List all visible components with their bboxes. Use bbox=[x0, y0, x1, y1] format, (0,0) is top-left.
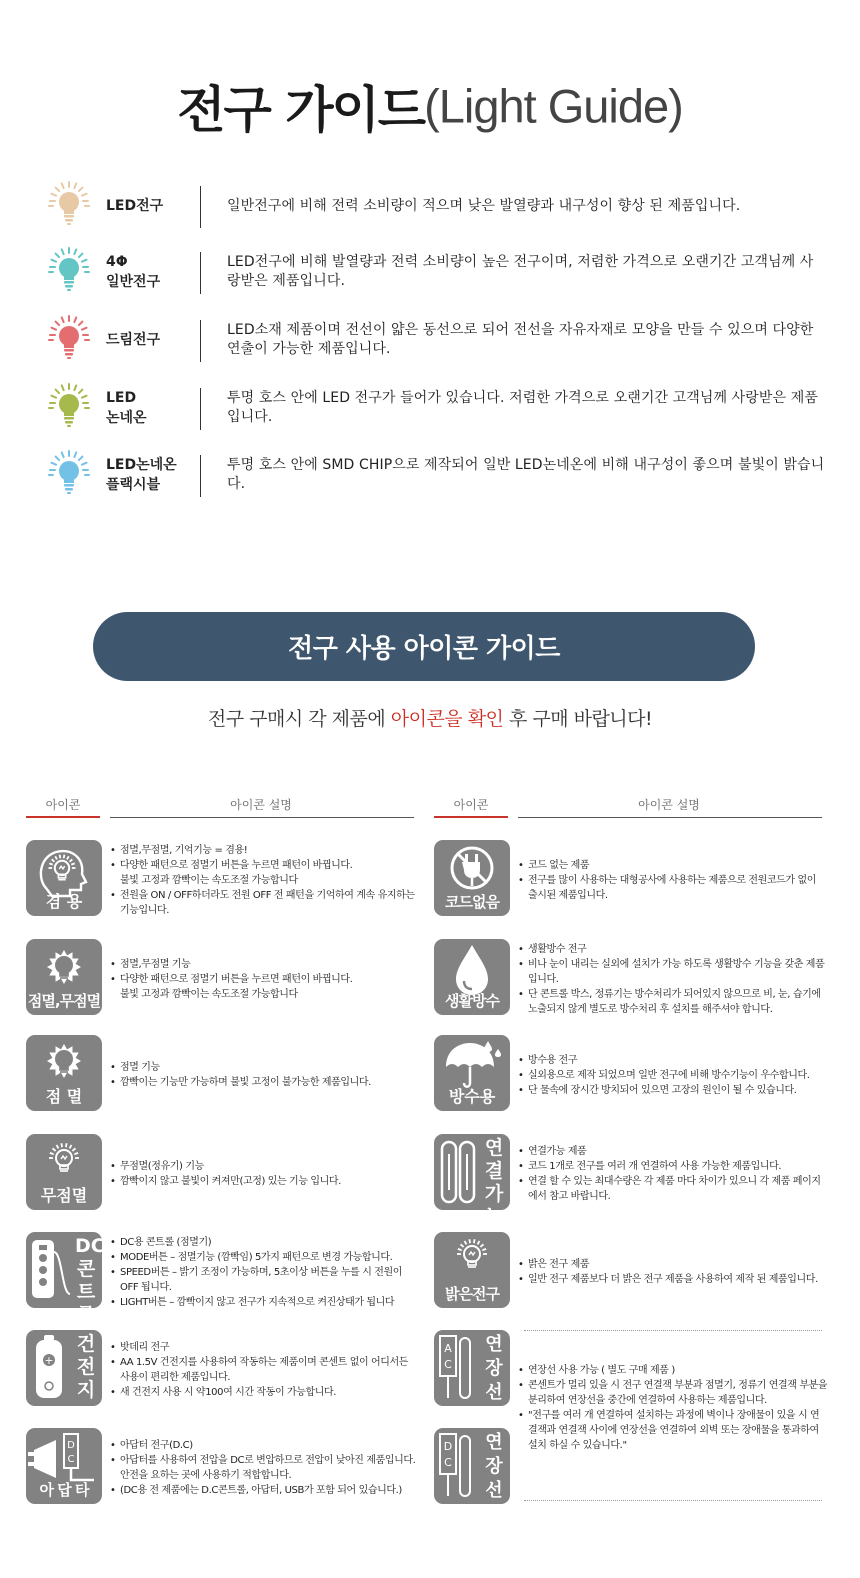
icon-label: 코드없음 bbox=[445, 893, 499, 911]
light-bulb-icon bbox=[44, 384, 94, 430]
col-header-icon: 아이콘 bbox=[45, 798, 81, 812]
notice-text-end: 후 구매 바랍니다! bbox=[503, 708, 653, 730]
description-bullet: • 단 콘트롤 박스, 정류기는 방수처리가 되어있지 않으므로 비, 눈, 습기에 노출되지 않게 별도로 방수처리 후 설치를 해주셔야 합니다. bbox=[518, 987, 828, 1017]
icon-description-list bbox=[518, 1035, 828, 1115]
description-bullet: 불빛 고정과 깜빡이는 속도조절 가능합니다 bbox=[120, 988, 298, 1000]
icon-description-list bbox=[110, 1035, 420, 1115]
header-underline bbox=[26, 816, 100, 818]
description-bullet: • 아답터 전구(D.C) bbox=[110, 1438, 420, 1453]
guide-row bbox=[44, 380, 834, 436]
description-bullet: • 전원을 ON / OFF하더라도 전원 OFF 전 패턴을 기억하여 계속 유지하는 기능입니다. bbox=[110, 888, 420, 918]
non-flash-icon bbox=[26, 1134, 102, 1210]
header-underline bbox=[110, 817, 414, 818]
description-bullet: • 깜빡이는 기능만 가능하며 불빛 고정이 불가능한 제품입니다. bbox=[110, 1075, 420, 1090]
icon-description-list bbox=[518, 1365, 828, 1451]
icon-description-list bbox=[110, 939, 420, 1019]
guide-description: 일반전구에 비해 전력 소비량이 적으며 낮은 발열량과 내구성이 향상 된 제품입니다. bbox=[227, 197, 741, 214]
icon-description-list bbox=[518, 840, 828, 920]
icon-guide-item bbox=[26, 1428, 424, 1508]
icon-label: 아 답 타 bbox=[39, 1481, 89, 1499]
description-bullet: • 점멸 기능 bbox=[110, 1060, 420, 1075]
icon-guide-item bbox=[26, 1330, 424, 1410]
header-underline bbox=[434, 816, 508, 818]
col-header-icon: 아이콘 bbox=[453, 798, 489, 812]
guide-divider bbox=[200, 388, 201, 430]
icon-guide-banner: 전구 사용 아이콘 가이드 bbox=[93, 612, 755, 681]
dc-controller-icon bbox=[26, 1232, 105, 1326]
guide-name bbox=[106, 380, 226, 436]
guide-divider bbox=[200, 320, 201, 362]
guide-name-line: LED bbox=[106, 390, 137, 406]
guide-divider bbox=[200, 455, 201, 497]
header-underline bbox=[518, 817, 822, 818]
icon-description-list bbox=[110, 840, 420, 920]
flash-icon bbox=[26, 1035, 102, 1111]
guide-row bbox=[44, 244, 834, 300]
icon-label: 겸 용 bbox=[45, 892, 83, 911]
description-bullet: • 무점멸(정유기) 기능 bbox=[110, 1159, 420, 1174]
description-bullet: • 연장선 사용 가능 ( 별도 구매 제품 ) bbox=[518, 1363, 828, 1378]
notice-text: 전구 구매시 각 제품에 bbox=[207, 708, 391, 730]
description-bullet: • 다양한 패턴으로 점멸기 버튼을 누르면 패턴이 바뀝니다. bbox=[110, 858, 420, 873]
icon-label: 방수용 bbox=[448, 1087, 496, 1106]
icon-label: 연장선 bbox=[485, 1334, 503, 1403]
svg-text:A: A bbox=[444, 1342, 452, 1355]
guide-description: LED소재 제품이며 전선이 얇은 동선으로 되어 전선을 자유자재로 모양을 만들 수 있으며 다양한 연출이 가능한 제품입니다. bbox=[227, 322, 814, 357]
light-bulb-icon bbox=[44, 182, 94, 228]
icon-description-list bbox=[110, 1134, 420, 1214]
battery-icon bbox=[26, 1330, 102, 1406]
guide-name-line: LED논네온 bbox=[106, 457, 177, 473]
guide-name-line: 플랙시블 bbox=[106, 477, 161, 493]
icon-description-list bbox=[110, 1232, 420, 1312]
svg-text:C: C bbox=[444, 1456, 452, 1469]
icon-label: DC 콘트롤 bbox=[75, 1235, 105, 1326]
umbrella-icon bbox=[434, 1035, 510, 1111]
bright-bulb-icon bbox=[434, 1232, 510, 1308]
description-bullet: • "전구를 여러 개 연결하여 설치하는 과정에 벽이나 장애물이 있을 시 연결잭과 연결잭 사이에 연장선을 연결하여 외벽 또는 장애물을 통과하여 설치 하실 수 있습니다." bbox=[518, 1408, 828, 1453]
icon-guide-item bbox=[434, 1232, 832, 1312]
icon-guide-item bbox=[434, 939, 832, 1019]
light-bulb-icon bbox=[44, 451, 94, 497]
icon-description-list bbox=[518, 1232, 828, 1312]
icon-label: 생활방수 bbox=[445, 992, 499, 1010]
col-header-desc: 아이콘 설명 bbox=[638, 798, 700, 812]
description-bullet: • 밧데리 전구 bbox=[110, 1340, 420, 1355]
description-bullet: • (DC용 전 제품에는 D.C콘트롤, 아답터, USB가 포함 되어 있습니다.) bbox=[110, 1483, 420, 1498]
icon-description-list bbox=[518, 939, 828, 1019]
guide-name-line: 드림전구 bbox=[106, 332, 161, 348]
purchase-notice bbox=[0, 704, 860, 731]
guide-name-line: LED전구 bbox=[106, 198, 164, 214]
icon-guide-item bbox=[434, 1035, 832, 1115]
description-bullet: 불빛 고정과 깜빡이는 속도조절 가능합니다 bbox=[120, 874, 298, 886]
extension-item bbox=[434, 1365, 832, 1451]
icon-description-list bbox=[518, 1134, 828, 1214]
svg-text:D: D bbox=[67, 1440, 75, 1451]
guide-description: 투명 호스 안에 LED 전구가 들어가 있습니다. 저렴한 가격으로 오랜기간 고객님께 사랑받은 제품입니다. bbox=[227, 390, 818, 425]
description-bullet: • 연결 할 수 있는 최대수량은 각 제품 마다 차이가 있으니 각 제품 페이지에서 참고 바랍니다. bbox=[518, 1174, 828, 1204]
waterproof-drop-icon bbox=[434, 939, 510, 1015]
light-bulb-icon bbox=[44, 316, 94, 362]
guide-name-line: 논네온 bbox=[106, 410, 147, 426]
description-bullet: • 단 물속에 장시간 방치되어 있으면 고장의 원인이 될 수 있습니다. bbox=[518, 1083, 828, 1098]
description-bullet: • SPEED버튼 – 밝기 조정이 가능하며, 5초이상 버튼을 누를 시 전원이 OFF 됩니다. bbox=[110, 1265, 420, 1295]
description-bullet: • 깜빡이지 않고 불빛이 켜져만(고정) 있는 기능 입니다. bbox=[110, 1174, 420, 1189]
col-header-desc: 아이콘 설명 bbox=[230, 798, 292, 812]
dotted-divider bbox=[524, 1500, 822, 1501]
description-bullet: • 다양한 패턴으로 점멸기 버튼을 누르면 패턴이 바뀝니다. bbox=[110, 972, 420, 987]
icon-label: 점 멸 bbox=[45, 1087, 83, 1106]
page-title bbox=[0, 70, 860, 142]
guide-name bbox=[106, 447, 226, 503]
icon-guide-item bbox=[434, 840, 832, 920]
guide-name bbox=[106, 178, 226, 234]
description-bullet: • 점멸,무점멸, 기억기능 = 겸용! bbox=[110, 843, 420, 858]
description-bullet: • 실외용으로 제작 되었으며 일반 전구에 비해 방수기능이 우수합니다. bbox=[518, 1068, 828, 1083]
connectable-icon bbox=[434, 1134, 510, 1228]
description-bullet: • 전구를 많이 사용하는 대형공사에 사용하는 제품으로 전원코드가 없이 출시된 제품입니다. bbox=[518, 873, 828, 903]
icon-guide-item bbox=[26, 939, 424, 1019]
icon-label: 점멸,무점멸 bbox=[27, 992, 101, 1010]
guide-name bbox=[106, 312, 226, 368]
adapter-icon bbox=[26, 1428, 102, 1504]
icon-guide-item bbox=[26, 840, 424, 920]
description-bullet: • 코드 없는 제품 bbox=[518, 858, 828, 873]
svg-text:+: + bbox=[44, 1354, 54, 1367]
guide-row bbox=[44, 312, 834, 368]
title-korean: 전구 가이드 bbox=[177, 81, 425, 139]
light-bulb-icon bbox=[44, 248, 94, 294]
description-bullet: • 밝은 전구 제품 bbox=[518, 1257, 828, 1272]
description-bullet: • 새 건전지 사용 시 약100여 시간 작동이 가능합니다. bbox=[110, 1385, 420, 1400]
flash-nonflash-icon bbox=[26, 939, 102, 1015]
icon-label: 연결가능 bbox=[484, 1137, 504, 1228]
icon-guide-item bbox=[434, 1134, 832, 1228]
description-bullet: • 비나 눈이 내리는 실외에 설치가 가능 하도록 생활방수 기능을 갖춘 제품 입니다. bbox=[518, 957, 828, 987]
description-bullet: • DC용 콘트롤 (점멸기) bbox=[110, 1235, 420, 1250]
no-cord-icon bbox=[434, 840, 510, 916]
description-bullet: • 방수용 전구 bbox=[518, 1053, 828, 1068]
description-bullet: • 생활방수 전구 bbox=[518, 942, 828, 957]
guide-row bbox=[44, 447, 834, 503]
description-bullet: • 일반 전구 제품보다 더 밝은 전구 제품을 사용하여 제작 된 제품입니다. bbox=[518, 1272, 828, 1287]
description-bullet: • 코드 1개로 전구를 여러 개 연결하여 사용 가능한 제품입니다. bbox=[518, 1159, 828, 1174]
svg-text:C: C bbox=[67, 1454, 75, 1465]
guide-description: LED전구에 비해 발열량과 전력 소비량이 높은 전구이며, 저렴한 가격으로 오랜기간 고객님께 사랑받은 제품입니다. bbox=[227, 254, 814, 289]
dotted-divider bbox=[524, 1330, 822, 1331]
icon-guide-item bbox=[26, 1134, 424, 1214]
icon-label: 밝은전구 bbox=[445, 1285, 499, 1303]
icon-description-list bbox=[110, 1330, 420, 1410]
description-bullet: • MODE버튼 – 점멸기능 (깜빡임) 5가지 패턴으로 변경 가능합니다. bbox=[110, 1250, 420, 1265]
guide-name-line: 4Φ bbox=[106, 254, 128, 270]
icon-label: 무점멸 bbox=[40, 1186, 88, 1205]
guide-divider bbox=[200, 186, 201, 228]
guide-divider bbox=[200, 252, 201, 294]
icon-guide-item bbox=[26, 1232, 424, 1326]
combined-mode-icon bbox=[26, 840, 102, 916]
icon-label: 건전지 bbox=[76, 1333, 96, 1401]
icon-description-list bbox=[110, 1428, 420, 1508]
icon-guide-item bbox=[26, 1035, 424, 1115]
description-bullet: • 점멸,무점멸 기능 bbox=[110, 957, 420, 972]
description-bullet: • LIGHT버튼 – 깜빡이지 않고 전구가 지속적으로 켜진상태가 됩니다 bbox=[110, 1295, 420, 1310]
icon-label: 연장선 bbox=[485, 1432, 503, 1501]
guide-name-line: 일반전구 bbox=[106, 274, 161, 290]
guide-name bbox=[106, 244, 226, 300]
guide-description: 투명 호스 안에 SMD CHIP으로 제작되어 일반 LED논네온에 비해 내구성이 좋으며 불빛이 밝습니다. bbox=[227, 457, 825, 492]
guide-row bbox=[44, 178, 834, 234]
title-english: (Light Guide) bbox=[424, 79, 683, 133]
notice-highlight: 아이콘을 확인 bbox=[390, 708, 504, 730]
description-bullet: • AA 1.5V 건전지를 사용하여 작동하는 제품이며 콘센트 없이 어디서든 사용이 편리한 제품입니다. bbox=[110, 1355, 420, 1385]
description-bullet: • 연결가능 제품 bbox=[518, 1144, 828, 1159]
svg-text:C: C bbox=[444, 1358, 452, 1371]
description-bullet: • 아답터를 사용하여 전압을 DC로 변압하므로 전압이 낮아진 제품입니다. 안전을 요하는 곳에 사용하기 적합합니다. bbox=[110, 1453, 420, 1483]
svg-text:D: D bbox=[443, 1440, 453, 1453]
description-bullet: • 콘센트가 멀리 있을 시 전구 연결잭 부분과 점멸기, 정류기 연결잭 부분을 분리하여 연장선을 중간에 연결하여 사용하는 제품입니다. bbox=[518, 1378, 828, 1408]
